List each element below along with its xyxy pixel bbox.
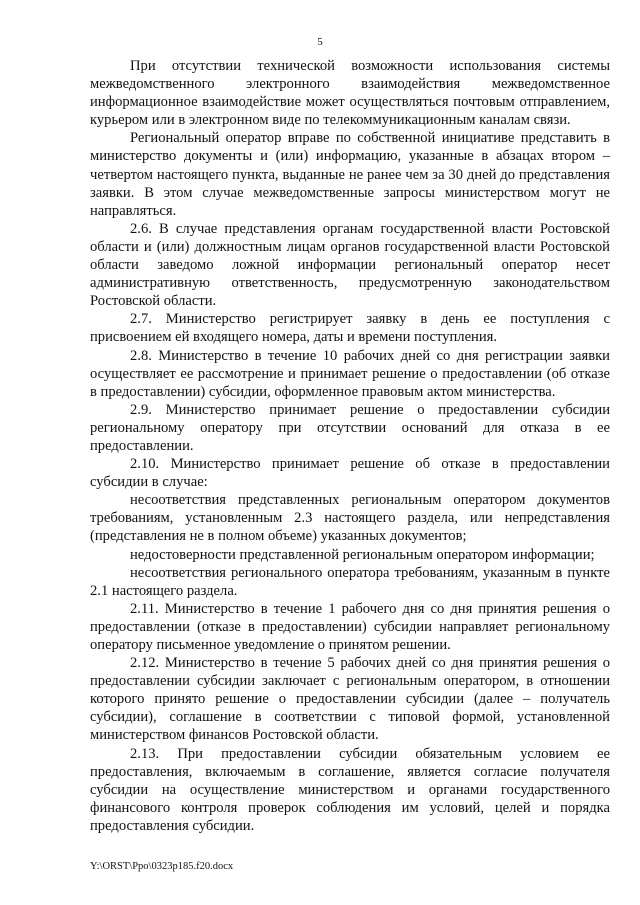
paragraph: Региональный оператор вправе по собственной инициативе представить в министерство документы и (или) информацию, указанные в абзацах втором – четвертом настоящего пункта, выданные не ранее чем за 30 дней до представления заявки. В этом случае межведомственные запросы министерством могут не направляться. — [90, 130, 610, 219]
paragraph: 2.13. При предоставлении субсидии обязательным условием ее предоставления, включаемым в соглашение, является согласие получателя субсидии на осуществление министерством и органами государственного финансового контроля проверок соблюдения им условий, целей и порядка предоставления субсидии. — [90, 745, 610, 834]
paragraph: При отсутствии технической возможности использования системы межведомственного электронного взаимодействия межведомственное информационное взаимодействие может осуществляться почтовым отправлением, курьером или в электронном виде по телекоммуникационным каналам связи. — [90, 58, 610, 129]
paragraph: 2.11. Министерство в течение 1 рабочего дня со дня принятия решения о предоставлении (отказе в предоставлении) субсидии направляет региональному оператору письменное уведомление о принятом решении. — [90, 600, 610, 653]
paragraph: недостоверности представленной региональным оператором информации; — [130, 546, 595, 563]
paragraph: 2.8. Министерство в течение 10 рабочих дней со дня регистрации заявки осуществляет ее рассмотрение и принимает решение о предоставлении (об отказе в предоставлении) субсидии, оформленное правовым актом министерства. — [90, 347, 610, 400]
document-body — [90, 57, 610, 835]
paragraph: 2.6. В случае представления органам государственной власти Ростовской области и (или) должностным лицам органов государственной власти Ростовской области заведомо ложной информации региональный оператор несет административную ответственность, предусмотренную законодательством Ростовской области. — [90, 220, 610, 310]
paragraph: 2.7. Министерство регистрирует заявку в день ее поступления с присвоением ей входящего номера, даты и времени поступления. — [90, 311, 610, 346]
page-number: 5 — [317, 36, 323, 48]
paragraph: 2.9. Министерство принимает решение о предоставлении субсидии региональному оператору при отсутствии оснований для отказа в ее предоставлении. — [90, 401, 610, 454]
paragraph: несоответствия регионального оператора требованиям, указанным в пункте 2.1 настоящего раздела. — [90, 564, 610, 599]
paragraph: несоответствия представленных региональным оператором документов требованиям, установленным 2.3 настоящего раздела, или непредставления (представления не в полном объеме) указанных документов; — [90, 492, 610, 545]
paragraph: 2.12. Министерство в течение 5 рабочих дней со дня принятия решения о предоставлении субсидии заключает с региональным оператором, в отношении которого принято решение о предоставлении субсидии (далее – получатель субсидии), соглашение в соответствии с типовой формой, установленной министерством финансов Ростовской области. — [90, 655, 610, 744]
paragraph: 2.10. Министерство принимает решение об отказе в предоставлении субсидии в случае: — [90, 456, 610, 491]
file-path-footer: Y:\ORST\Ppo\0323p185.f20.docx — [90, 861, 234, 872]
